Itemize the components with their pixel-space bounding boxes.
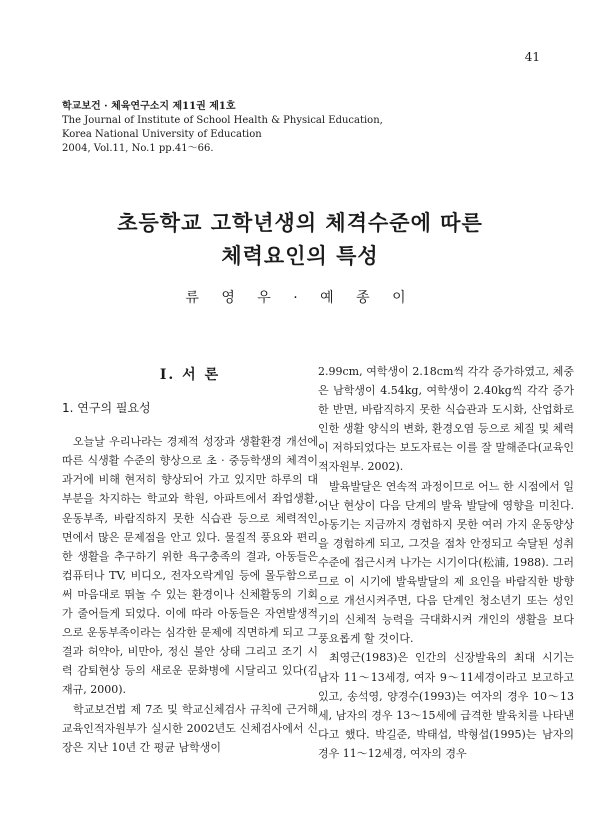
left-column bbox=[62, 366, 318, 757]
left-paragraph-1: 오늘날 우리나라는 경제적 성장과 생활환경 개선에 따른 식생활 수준의 향상으로 초 · 중등학생의 체격이 과거에 비해 현저히 향상되어 가고 있지만 하루의 대부분을 차지하는 학교와 학원, 아파트에서 좌업생활, 운동부족, 바람직하지 못한 식습관 등으로 체력적인 면에서 많은 문제점을 안고 있다. 물질적 풍요와 편리한 생활을 추구하기 위한 욕구충족의 결과, 아동들은 컴퓨터나 TV, 비디오, 전자오락게임 등에 몰두함으로써 마음대로 뛰놀 수 있는 환경이나 신체활동의 기회가 줄어들게 되었다. 이에 따라 아동들은 자연발생적으로 운동부족이라는 심각한 문제에 직면하게 되고 그 결과 허약아, 비만아, 정신 불안 상태 그리고 조기 시력 감퇴현상 등의 새로운 문화병에 시달리고 있다(김재규, 2000). bbox=[62, 435, 318, 697]
journal-english-title-2: Korea National University of Education bbox=[62, 129, 262, 140]
paper-title-line-1: 초등학교 고학년생의 체격수준에 따른 bbox=[117, 210, 483, 235]
paper-title bbox=[0, 206, 600, 272]
page-number: 41 bbox=[524, 50, 540, 64]
right-paragraph-3: 최영근(1983)은 인간의 신장발육의 최대 시기는 남자 11～13세경, 여자 9～11세경이라고 보고하고 있고, 송석영, 양경수(1993)는 여자의 경우 10～13세, 남자의 경우 13～15세에 급격한 발육치를 나타낸다고 했다. 박길준, 박태섭, 박형섭(1995)는 남자의 경우 11～12세경, 여자의 경우 bbox=[318, 651, 574, 760]
journal-info bbox=[62, 100, 383, 156]
journal-english-title-1: The Journal of Institute of School Health & Physical Education, bbox=[62, 115, 383, 126]
section-heading: Ⅰ. 서 론 bbox=[159, 367, 221, 383]
subsection-heading: 1. 연구의 필요성 bbox=[62, 401, 151, 416]
paper-authors: 류 영 우 · 예 종 이 bbox=[185, 290, 415, 306]
right-column bbox=[318, 362, 574, 763]
right-paragraph-1: 2.99cm, 여학생이 2.18cm씩 각각 증가하였고, 체중은 남학생이 4.54kg, 여학생이 2.40kg씩 각각 증가한 반면, 바람직하지 못한 식습관과 도시화, 산업화로 인한 생활 양식의 변화, 환경오염 등으로 체질 및 체력이 저하되었다는 보도자료는 이를 잘 말해준다(교육인적자원부. 2002). bbox=[318, 365, 574, 474]
journal-korean-title: 학교보건 · 체육연구소지 제11권 제1호 bbox=[62, 101, 236, 112]
right-paragraph-2: 발육발달은 연속적 과정이므로 어느 한 시점에서 일어난 현상이 다음 단계의 발육 발달에 영향을 미친다. 아동기는 지금까지 경험하지 못한 여러 가지 운동양상을 경험하게 되고, 그것을 점차 안정되고 숙달된 성취수준에 접근시켜 나가는 시기이다(松浦, 1988). 그러므로 이 시기에 발육발달의 제 요인을 바람직한 방향으로 개선시켜주면, 다음 단계인 청소년기 또는 성인기의 신체적 능력을 극대화시켜 개인의 생활을 보다 풍요롭게 할 것이다. bbox=[318, 479, 574, 646]
paper-title-line-2: 체력요인의 특성 bbox=[221, 243, 379, 268]
left-paragraph-2: 학교보건법 제 7조 및 학교신체검사 규칙에 근거해 교육인적자원부가 실시한 2002년도 신체검사에서 신장은 지난 10년 간 평균 남학생이 bbox=[62, 702, 318, 754]
journal-volume: 2004, Vol.11, No.1 pp.41～66. bbox=[62, 143, 214, 154]
